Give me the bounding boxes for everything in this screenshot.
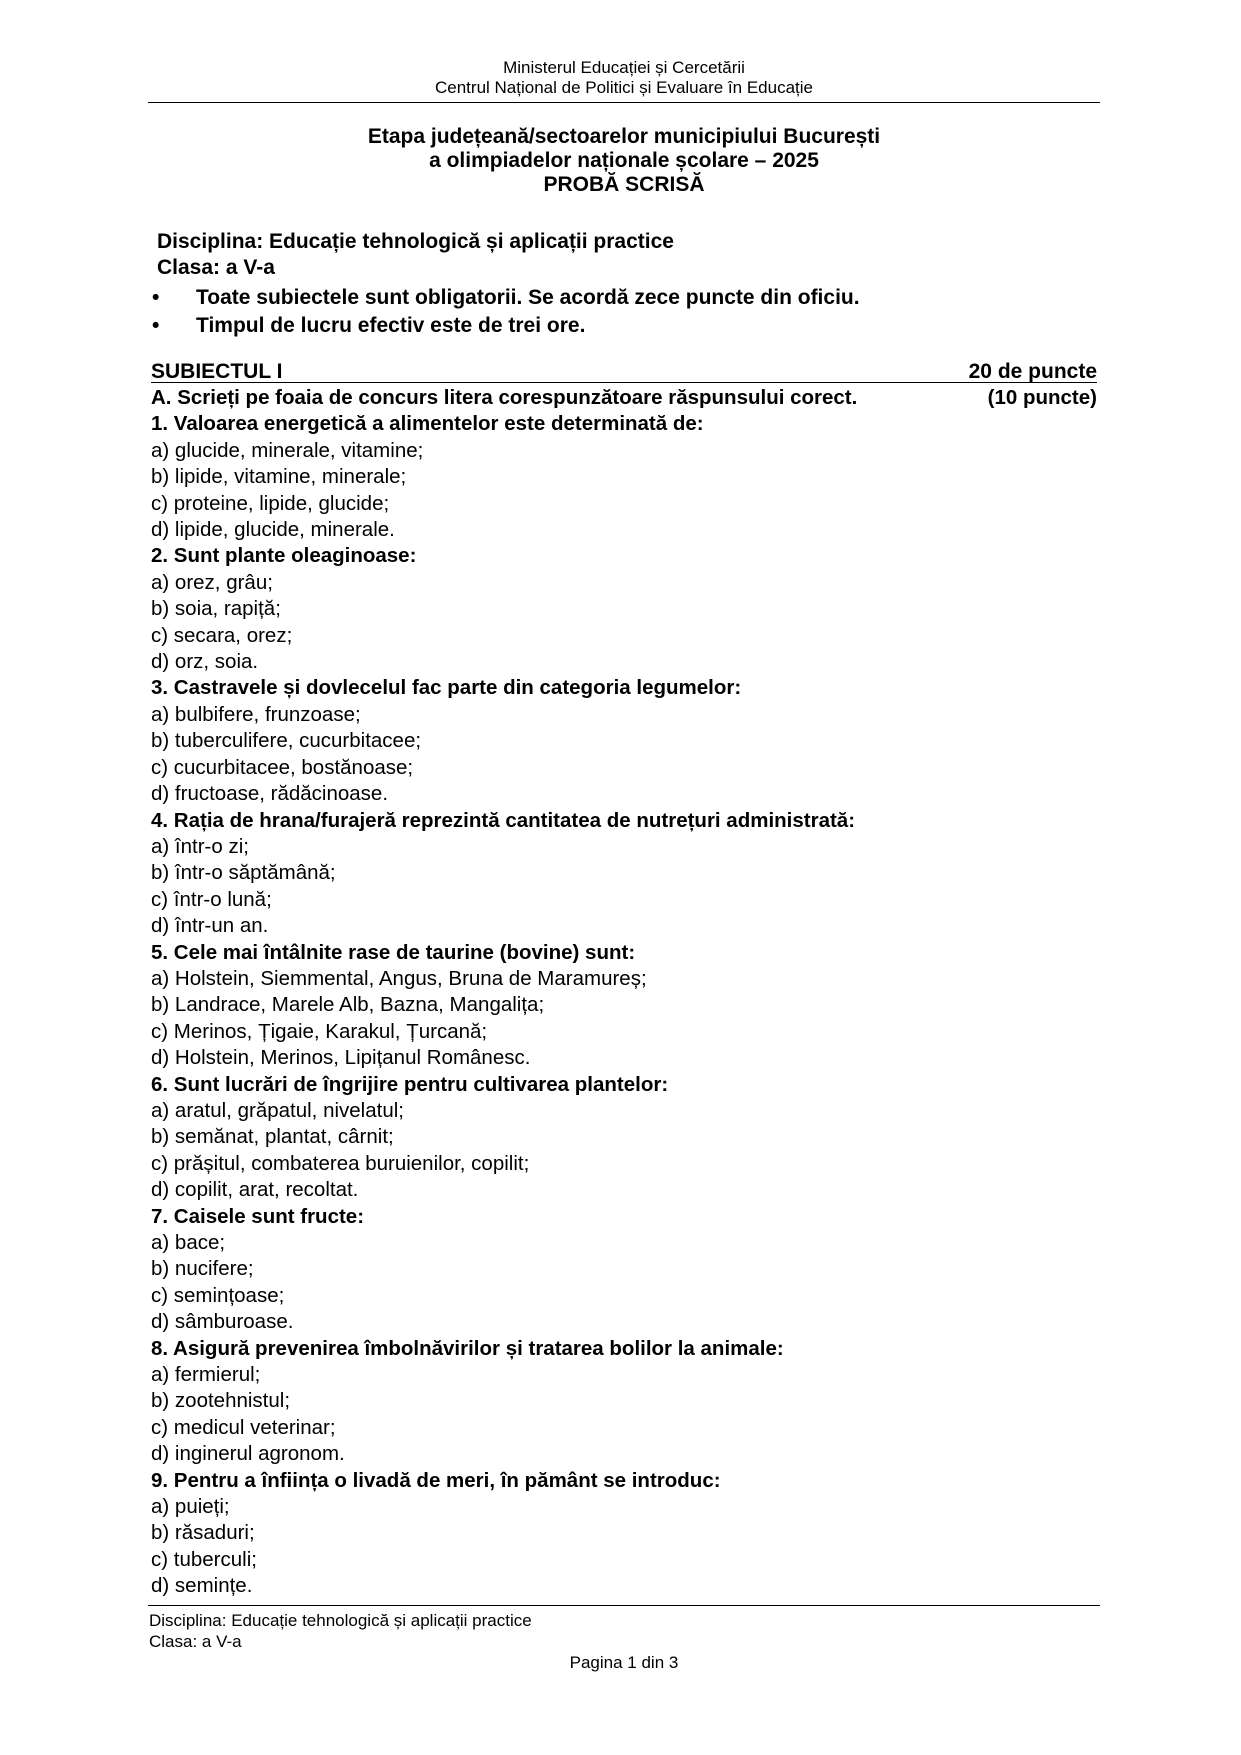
answer-option: c) într-o lună; <box>151 887 272 911</box>
answer-option: a) într-o zi; <box>151 834 249 858</box>
exam-rules <box>152 284 860 340</box>
rule-item <box>152 284 860 312</box>
answer-option: b) nucifere; <box>151 1257 254 1281</box>
answer-option: d) într-un an. <box>151 914 269 938</box>
question-text: 2. Sunt plante oleaginoase: <box>151 544 417 568</box>
answer-option: d) lipide, glucide, minerale. <box>151 518 395 542</box>
answer-option: d) fructoase, rădăcinoase. <box>151 782 389 806</box>
question-item <box>151 808 1097 940</box>
answer-option: b) tuberculifere, cucurbitacee; <box>151 729 422 753</box>
bullet-icon: • <box>152 286 160 309</box>
question-text: 7. Caisele sunt fructe: <box>151 1204 365 1228</box>
footer-class: Clasa: a V-a <box>149 1632 242 1651</box>
page-footer <box>149 1610 532 1652</box>
title-line-1: Etapa județeană/sectoarelor municipiului București <box>367 125 881 148</box>
answer-option: a) aratul, grăpatul, nivelatul; <box>151 1098 404 1122</box>
question-item <box>151 411 1097 543</box>
answer-option: c) secara, orez; <box>151 623 293 647</box>
exam-title <box>148 125 1100 197</box>
answer-option: a) fermierul; <box>151 1363 261 1387</box>
question-list <box>151 411 1097 1599</box>
answer-option: c) proteine, lipide, glucide; <box>151 491 390 515</box>
question-text: 6. Sunt lucrări de îngrijire pentru cultivarea plantelor: <box>151 1072 669 1096</box>
answer-option: b) răsaduri; <box>151 1521 255 1545</box>
rule-text: Timpul de lucru efectiv este de trei ore. <box>196 314 586 337</box>
section-instruction <box>151 385 1097 411</box>
question-item <box>151 1468 1097 1600</box>
question-item <box>151 1336 1097 1468</box>
title-line-2: a olimpiadelor naționale școlare – 2025 <box>429 149 819 172</box>
answer-option: c) semințoase; <box>151 1283 285 1307</box>
discipline-label: Disciplina: Educație tehnologică și aplicații practice <box>157 230 674 253</box>
title-line-3: PROBĂ SCRISĂ <box>543 173 705 196</box>
header-divider <box>148 102 1100 103</box>
instruction-points: (10 puncte) <box>987 386 1097 409</box>
center-name: Centrul Național de Politici și Evaluare în Educație <box>435 78 813 97</box>
question-item <box>151 675 1097 807</box>
question-text: 9. Pentru a înființa o livadă de meri, în pământ se introduc: <box>151 1468 721 1492</box>
answer-option: b) soia, rapiță; <box>151 597 281 621</box>
answer-option: b) într-o săptămână; <box>151 861 336 885</box>
page-header <box>148 58 1100 98</box>
question-text: 3. Castravele și dovlecelul fac parte din categoria legumelor: <box>151 676 742 700</box>
question-text: 8. Asigură prevenirea îmbolnăvirilor și tratarea bolilor la animale: <box>151 1336 784 1360</box>
answer-option: d) copilit, arat, recoltat. <box>151 1178 359 1202</box>
subject-title: SUBIECTUL I <box>151 360 283 383</box>
instruction-text: A. Scrieți pe foaia de concurs litera corespunzătoare răspunsului corect. <box>151 386 858 409</box>
subject-heading <box>151 359 1097 385</box>
answer-option: d) inginerul agronom. <box>151 1442 345 1466</box>
question-item <box>151 940 1097 1072</box>
answer-option: d) Holstein, Merinos, Lipițanul Românesc. <box>151 1046 531 1070</box>
answer-option: a) orez, grâu; <box>151 570 273 594</box>
answer-option: b) Landrace, Marele Alb, Bazna, Mangalița; <box>151 993 545 1017</box>
answer-option: c) tuberculi; <box>151 1547 257 1571</box>
answer-option: d) orz, soia. <box>151 650 259 674</box>
answer-option: a) bace; <box>151 1231 226 1254</box>
footer-divider <box>148 1605 1100 1606</box>
questions-section <box>151 385 1097 1600</box>
answer-option: b) lipide, vitamine, minerale; <box>151 465 407 489</box>
footer-discipline: Disciplina: Educație tehnologică și aplicații practice <box>149 1611 532 1630</box>
answer-option: a) bulbifere, frunzoase; <box>151 702 361 726</box>
class-label: Clasa: a V-a <box>157 256 275 279</box>
bullet-icon: • <box>152 314 160 337</box>
exam-meta <box>157 229 674 281</box>
rule-item <box>152 312 860 340</box>
rule-text: Toate subiectele sunt obligatorii. Se acordă zece puncte din oficiu. <box>196 286 860 309</box>
question-text: 1. Valoarea energetică a alimentelor este determinată de: <box>151 412 704 436</box>
answer-option: c) cucurbitacee, bostănoase; <box>151 755 414 779</box>
page-number: Pagina 1 din 3 <box>569 1653 679 1672</box>
answer-option: a) puieți; <box>151 1495 230 1519</box>
answer-option: a) Holstein, Siemmental, Angus, Bruna de Maramureș; <box>151 966 647 990</box>
answer-option: c) Merinos, Țigaie, Karakul, Țurcană; <box>151 1019 488 1043</box>
answer-option: b) semănat, plantat, cârnit; <box>151 1125 394 1149</box>
subject-underline <box>151 382 1097 383</box>
answer-option: d) sâmburoase. <box>151 1310 294 1334</box>
subject-points: 20 de puncte <box>968 360 1097 383</box>
question-text: 5. Cele mai întâlnite rase de taurine (bovine) sunt: <box>151 940 636 964</box>
answer-option: c) prășitul, combaterea buruienilor, copilit; <box>151 1151 530 1175</box>
answer-option: c) medicul veterinar; <box>151 1415 336 1439</box>
question-item <box>151 543 1097 675</box>
question-text: 4. Rația de hrana/furajeră reprezintă cantitatea de nutrețuri administrată: <box>151 808 856 832</box>
ministry-name: Ministerul Educației și Cercetării <box>503 58 745 77</box>
question-item <box>151 1204 1097 1336</box>
answer-option: a) glucide, minerale, vitamine; <box>151 438 424 462</box>
question-item <box>151 1072 1097 1204</box>
answer-option: d) semințe. <box>151 1574 253 1598</box>
answer-option: b) zootehnistul; <box>151 1389 291 1413</box>
